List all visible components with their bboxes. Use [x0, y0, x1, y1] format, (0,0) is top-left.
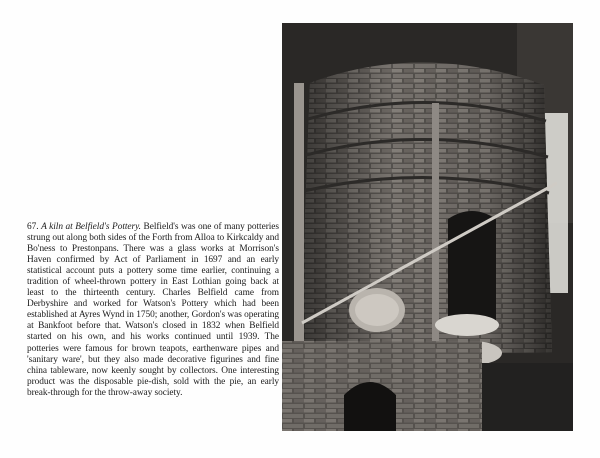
kiln-photo-drawing [282, 23, 573, 431]
caption-title: A kiln at Belfield's Pottery. [41, 222, 141, 232]
photo-caption [27, 222, 279, 399]
caption-number: 67. [27, 222, 39, 232]
caption-body: Belfield's was one of many potteries strung out along both sides of the Forth from Alloa to Kirkcaldy and Bo'ness to Prestonpans. There was a glass works at Morrison's Haven confirmed by Act of Parliament in 1697 and an early statistical account puts a pottery some time earlier, continuing a tradition of wheel-thrown pottery in East Lothian going back at least to the thirteenth century. Charles Belfield came from Derbyshire and worked for Watson's Pottery which had been established at Ayres Wynd in 1750; another, Gordon's was operating at Bankfoot before that. Watson's closed in 1832 when Belfield started on his own, and his works continued until 1939. The potteries were famous for brown teapots, earthenware pipes and 'sanitary ware', but they also made decorative figurines and fine china tableware, now keenly sought by collectors. One interesting product was the disposable pie-dish, sold with the pie, an early break-through for the throw-away society. [27, 222, 279, 398]
kiln-photograph [282, 23, 573, 431]
